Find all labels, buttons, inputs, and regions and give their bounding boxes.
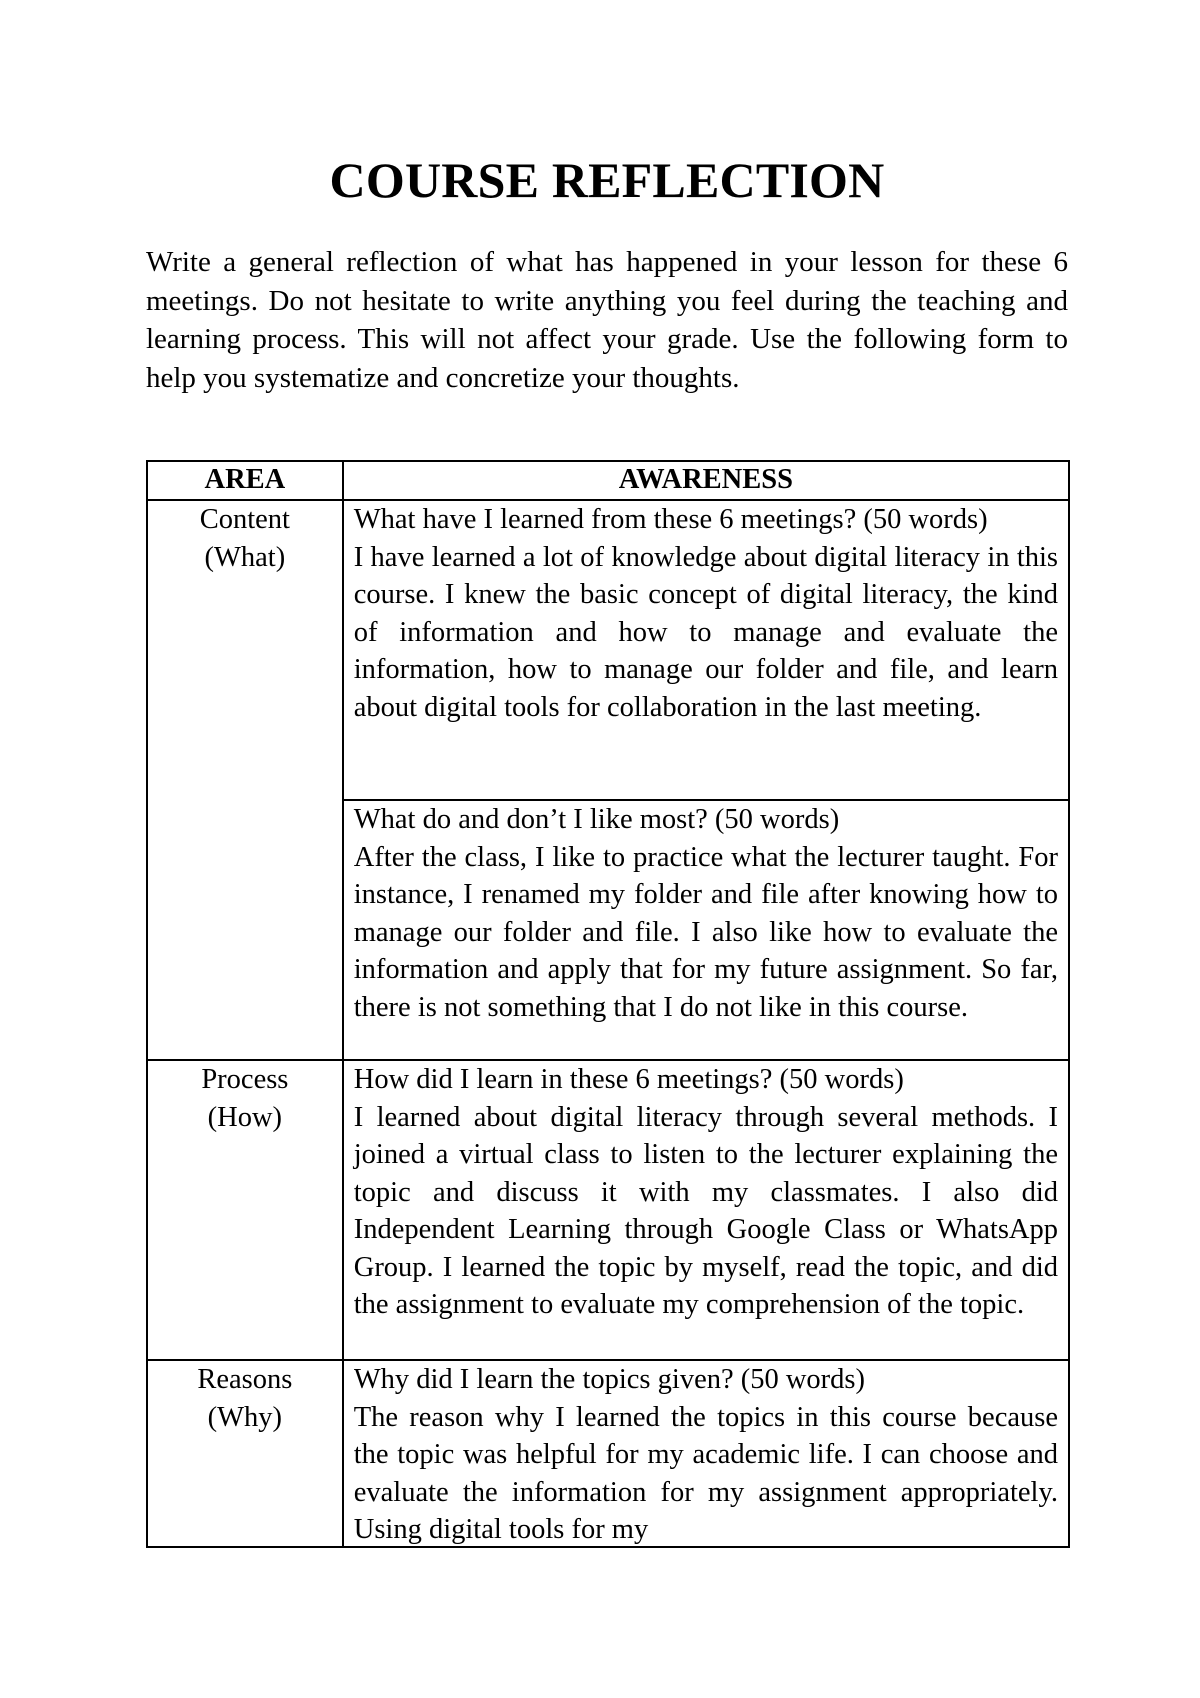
awareness-cell (343, 1060, 1069, 1360)
area-label: Reasons (197, 1364, 293, 1395)
reflection-table (146, 460, 1070, 1548)
table-row-reasons (147, 1360, 1069, 1547)
area-sublabel: (Why) (207, 1401, 283, 1433)
area-sublabel: (How) (207, 1101, 283, 1133)
awareness-answer: I learned about digital literacy through several methods. I joined a virtual class to listen to the lecturer explaining the topic and discuss it with my classmates. I also did Independent Learning through Google Class or WhatsApp Group. I learned the topic by myself, read the topic, and did the assignment to evaluate my comprehension of the topic. (353, 1101, 1058, 1320)
header-area: AREA (147, 461, 343, 500)
area-cell-process (147, 1060, 343, 1360)
awareness-cell (343, 1360, 1069, 1547)
area-sublabel: (What) (204, 541, 286, 573)
area-cell-content (147, 500, 343, 1060)
awareness-question: How did I learn in these 6 meetings? (50 words) (353, 1064, 904, 1095)
awareness-answer: The reason why I learned the topics in this course because the topic was helpful for my academic life. I can choose and evaluate the information for my assignment appropriately. Using digital tools for my (353, 1401, 1058, 1545)
awareness-answer: I have learned a lot of knowledge about digital literacy in this course. I knew the basic concept of digital literacy, the kind of information and how to manage and evaluate the information, how to manage our folder and file, and learn about digital tools for collaboration in the last meeting. (353, 541, 1058, 723)
awareness-cell (343, 800, 1069, 1060)
awareness-answer: After the class, I like to practice what the lecturer taught. For instance, I renamed my folder and file after knowing how to manage our folder and file. I also like how to evaluate the information and apply that for my future assignment. So far, there is not something that I do not like in this course. (353, 841, 1058, 1023)
awareness-question: What have I learned from these 6 meetings? (50 words) (353, 504, 988, 535)
awareness-question: What do and don’t I like most? (50 words) (353, 804, 840, 835)
page-title: COURSE REFLECTION (329, 152, 885, 208)
table-row-process (147, 1060, 1069, 1360)
awareness-question: Why did I learn the topics given? (50 words) (353, 1364, 866, 1395)
area-label: Content (199, 504, 290, 535)
awareness-cell-clip (354, 1361, 1058, 1546)
area-label: Process (201, 1064, 289, 1095)
area-cell-reasons (147, 1360, 343, 1547)
header-awareness: AWARENESS (343, 461, 1069, 500)
awareness-cell (343, 500, 1069, 800)
intro-paragraph: Write a general reflection of what has happened in your lesson for these 6 meetings. Do not hesitate to write anything you feel during the teaching and learning process. This will not affect your grade. Use the following form to help you systematize and concretize your thoughts. (146, 246, 1068, 394)
table-header-row (147, 461, 1069, 500)
table-row-content-what-learned (147, 500, 1069, 800)
